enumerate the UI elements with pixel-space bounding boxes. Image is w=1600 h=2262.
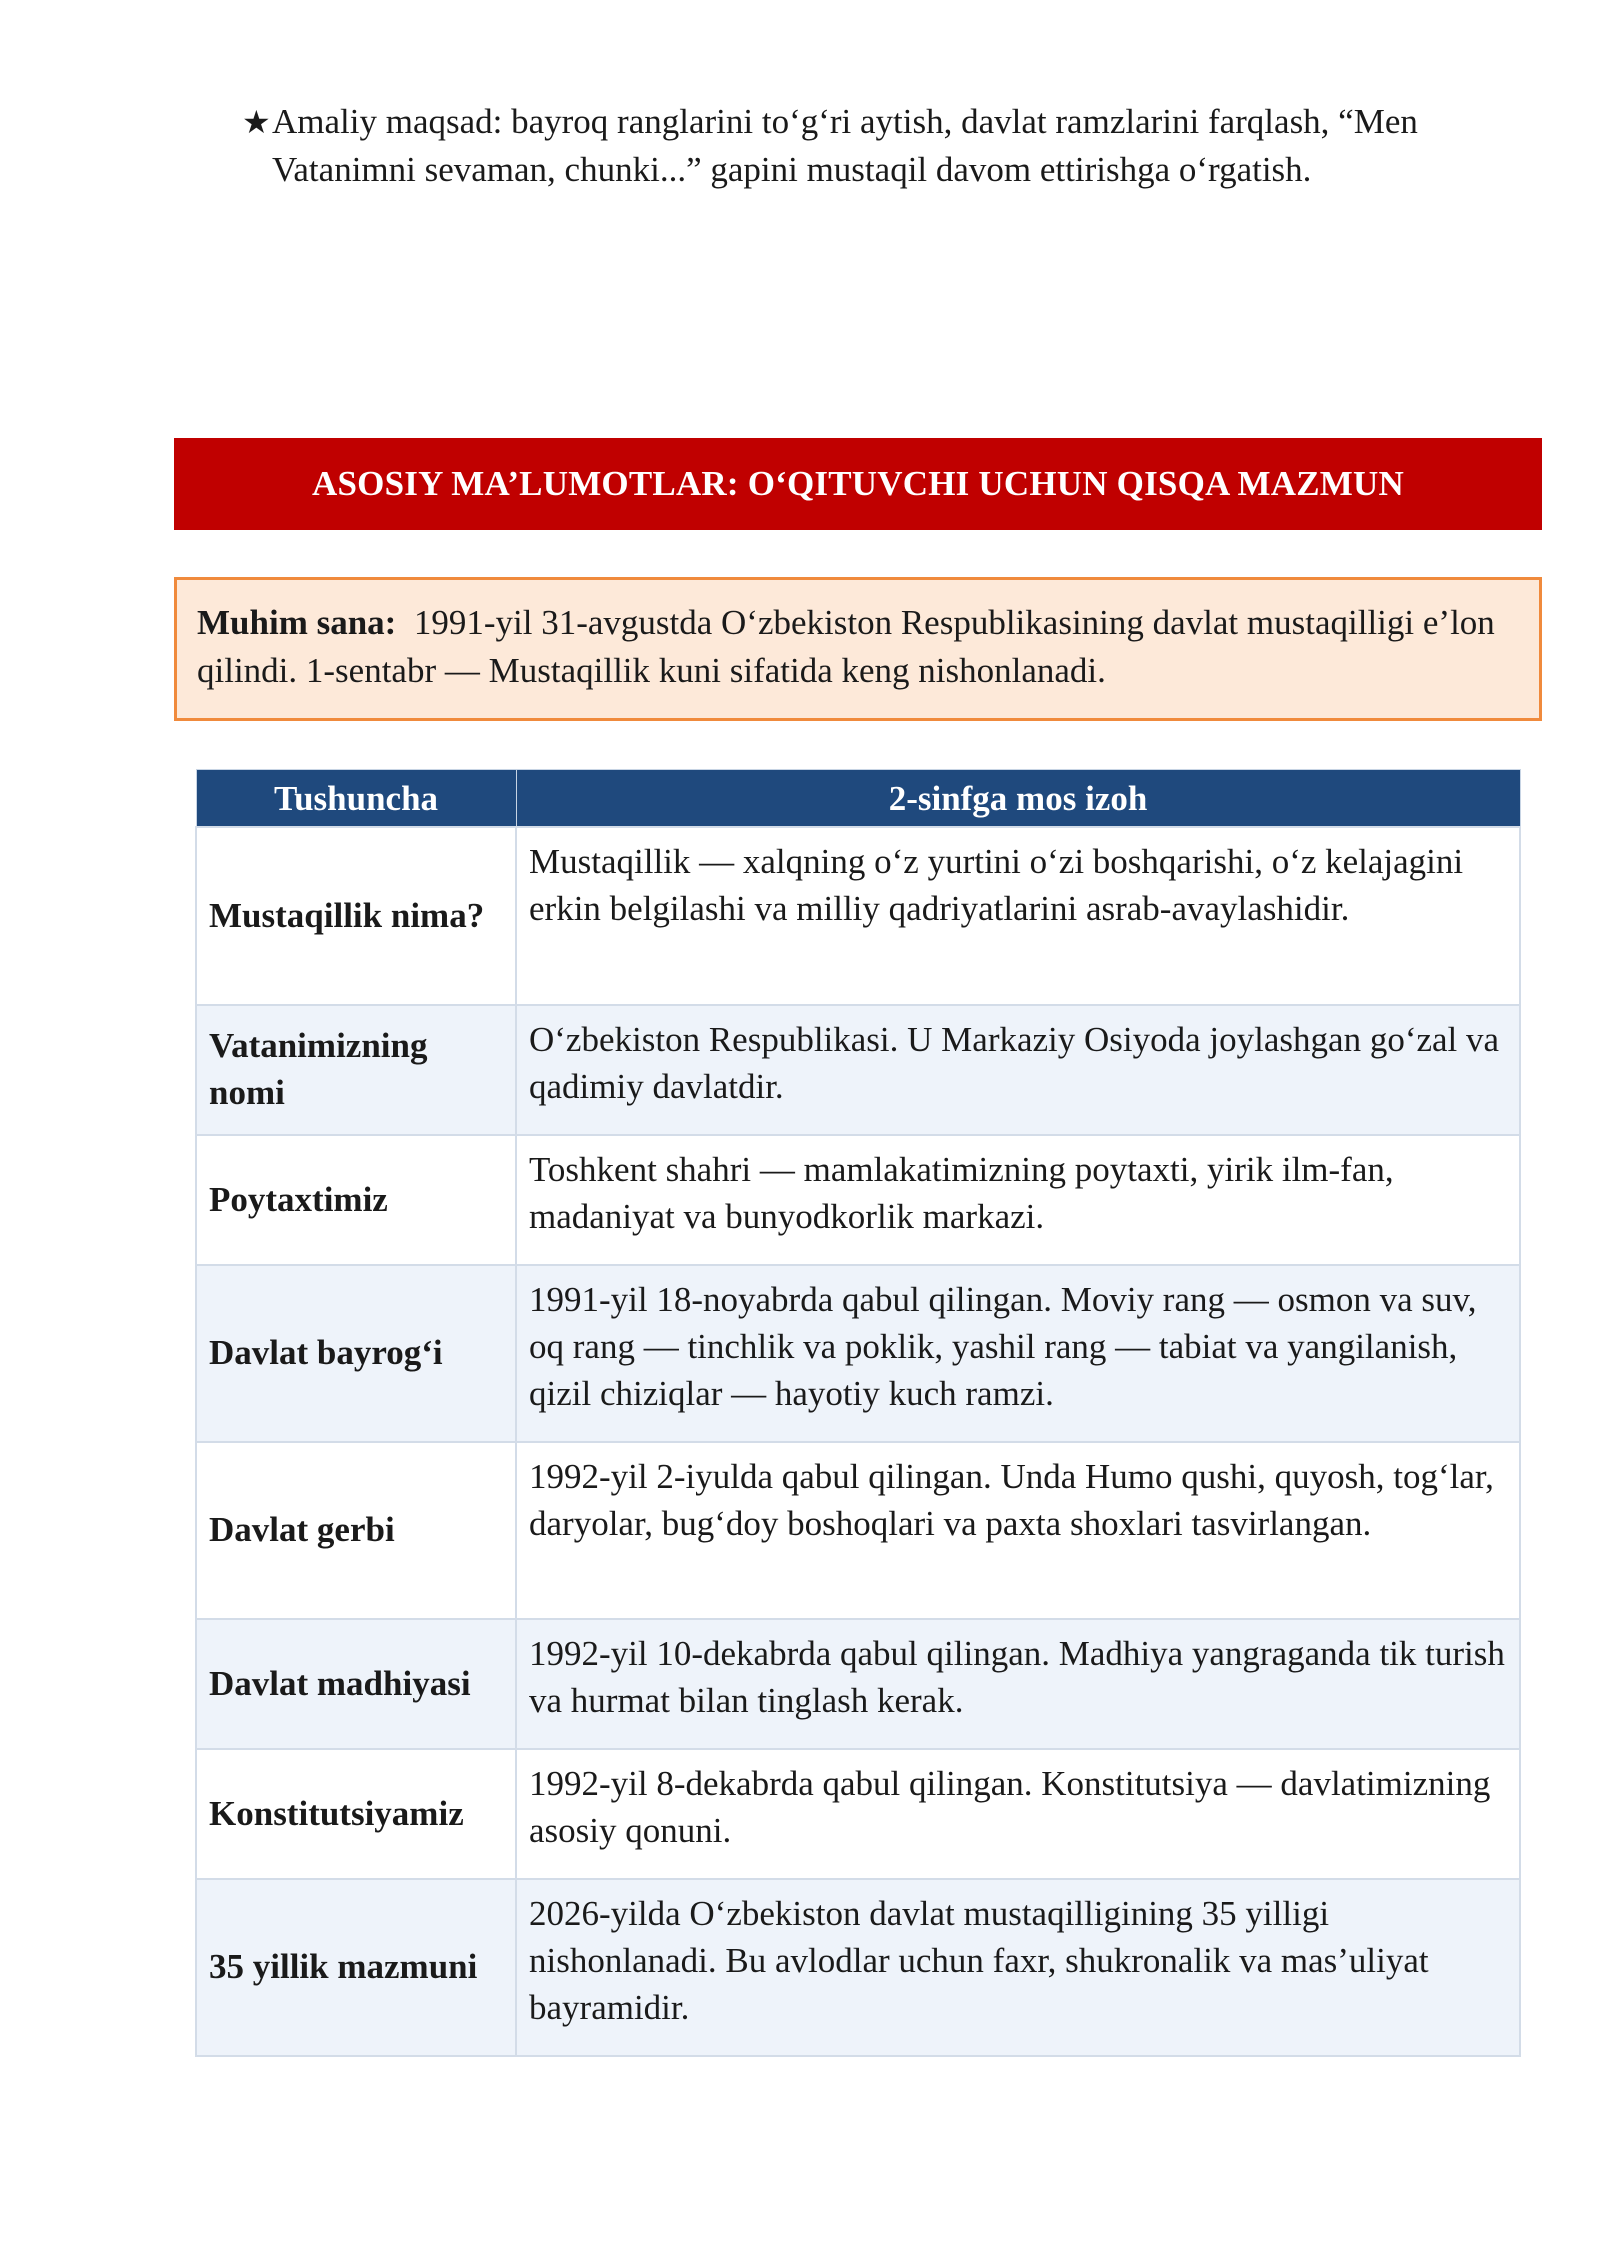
table-row	[196, 1879, 1520, 2056]
table-row	[196, 1265, 1520, 1442]
section-title: ASOSIY MA’LUMOTLAR: O‘QITUVCHI UCHUN QISQA MAZMUN	[312, 464, 1404, 503]
row-desc: 1992-yil 8-dekabrda qabul qilingan. Konstitutsiya — davlatimizning asosiy qonuni.	[516, 1749, 1520, 1879]
table-row	[196, 1749, 1520, 1879]
row-term: Mustaqillik nima?	[196, 827, 516, 1005]
table-row	[196, 1619, 1520, 1749]
row-term: Konstitutsiyamiz	[196, 1749, 516, 1879]
note-text: 1991-yil 31-avgustda O‘zbekiston Respublikasining davlat mustaqilligi e’lon qilindi. 1-sentabr — Mustaqillik kuni sifatida keng nishonlanadi.	[197, 603, 1495, 690]
header-desc: 2-sinfga mos izoh	[516, 770, 1520, 828]
row-term: Davlat madhiyasi	[196, 1619, 516, 1749]
important-date-note	[174, 577, 1542, 721]
info-table	[195, 769, 1521, 2057]
goal-text: Amaliy maqsad: bayroq ranglarini to‘g‘ri aytish, davlat ramzlarini farqlash, “Men Vatanimni sevaman, chunki...” gapini mustaqil davom ettirishga o‘rgatish.	[272, 102, 1418, 189]
table-header-row	[196, 770, 1520, 828]
row-desc: 1992-yil 2-iyulda qabul qilingan. Unda Humo qushi, quyosh, tog‘lar, daryolar, bug‘doy boshoqlari va paxta shoxlari tasvirlangan.	[516, 1442, 1520, 1619]
row-term: Poytaxtimiz	[196, 1135, 516, 1265]
star-icon: ★	[242, 103, 271, 141]
row-desc: 1991-yil 18-noyabrda qabul qilingan. Moviy rang — osmon va suv, oq rang — tinchlik va poklik, yashil rang — tabiat va yangilanish, qizil chiziqlar — hayotiy kuch ramzi.	[516, 1265, 1520, 1442]
row-term: 35 yillik mazmuni	[196, 1879, 516, 2056]
table-row	[196, 827, 1520, 1005]
row-desc: Toshkent shahri — mamlakatimizning poytaxti, yirik ilm-fan, madaniyat va bunyodkorlik markazi.	[516, 1135, 1520, 1265]
note-label: Muhim sana:	[197, 603, 397, 642]
goal-bullet	[242, 98, 1462, 194]
row-term: Vatanimizning nomi	[196, 1005, 516, 1135]
table-row	[196, 1442, 1520, 1619]
table-row	[196, 1005, 1520, 1135]
row-desc: O‘zbekiston Respublikasi. U Markaziy Osiyoda joylashgan go‘zal va qadimiy davlatdir.	[516, 1005, 1520, 1135]
section-banner	[174, 438, 1542, 530]
header-term: Tushuncha	[196, 770, 516, 828]
row-term: Davlat bayrog‘i	[196, 1265, 516, 1442]
row-term: Davlat gerbi	[196, 1442, 516, 1619]
row-desc: 1992-yil 10-dekabrda qabul qilingan. Madhiya yangraganda tik turish va hurmat bilan tinglash kerak.	[516, 1619, 1520, 1749]
row-desc: Mustaqillik — xalqning o‘z yurtini o‘zi boshqarishi, o‘z kelajagini erkin belgilashi va milliy qadriyatlarini asrab-avaylashidir.	[516, 827, 1520, 1005]
table-row	[196, 1135, 1520, 1265]
row-desc: 2026-yilda O‘zbekiston davlat mustaqilligining 35 yilligi nishonlanadi. Bu avlodlar uchun faxr, shukronalik va mas’uliyat bayramidir.	[516, 1879, 1520, 2056]
